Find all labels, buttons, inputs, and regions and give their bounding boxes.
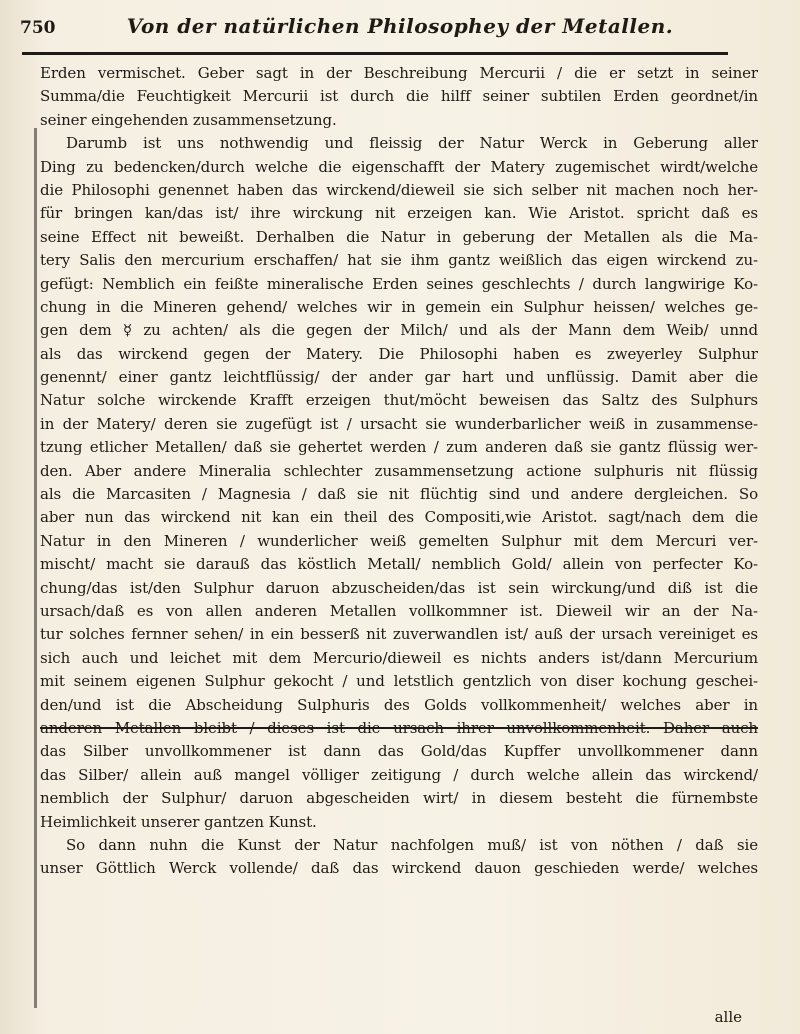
text-line: tur solches fernner sehen/ in ein besserß nit zuverwandlen ist/ auß der ursach vereiniget es	[40, 625, 758, 644]
text-line: mit seinem eigenen Sulphur gekocht / und letstlich gentzlich von diser kochung geschei-	[40, 672, 758, 691]
text-line: Erden vermischet. Geber sagt in der Beschreibung Mercurii / die er setzt in seiner	[40, 64, 758, 82]
text-line: tery Salis den mercurium erschaffen/ hat sie ihm gantz weißlich das eigen wirckend zu-	[40, 251, 758, 270]
text-line: als das wirckend gegen der Matery. Die Philosophi haben es zweyerley Sulphur	[40, 344, 758, 363]
text-line: sich auch und leichet mit dem Mercurio/dieweil es nichts anders ist/dann Mercurium	[40, 648, 758, 667]
text-line: die Philosophi genennet haben das wirckend/dieweil sie sich selber nit machen noch her-	[40, 180, 758, 199]
text-line: das Silber/ allein auß mangel völliger zeitigung / durch welche allein das wirckend/	[40, 765, 758, 784]
text-line: in der Matery/ deren sie zugefügt ist / ursacht sie wunderbarlicher weiß in zusammense-	[40, 414, 758, 433]
text-line: ursach/daß es von allen anderen Metallen vollkommner ist. Dieweil wir an der Na-	[40, 601, 758, 620]
text-line: Ding zu bedencken/durch welche die eigenschafft der Matery zugemischet wirdt/welche	[40, 157, 758, 176]
text-line: den. Aber andere Mineralia schlechter zusammensetzung actione sulphuris nit flüssig	[40, 461, 758, 480]
text-line: chung in die Mineren gehend/ welches wir in gemein ein Sulphur heissen/ welches ge-	[40, 297, 758, 316]
text-line: als die Marcasiten / Magnesia / daß sie nit flüchtig sind und andere dergleichen. So	[40, 485, 758, 504]
running-head	[20, 14, 720, 48]
body-text	[40, 62, 758, 881]
text-line: gen dem ☿ zu achten/ als die gegen der Milch/ und als der Mann dem Weib/ unnd	[40, 321, 758, 340]
page-number: 750	[20, 18, 56, 38]
text-line: So dann nuhn die Kunst der Natur nachfolgen muß/ ist von nöthen / daß sie	[66, 835, 758, 854]
text-line: seiner eingehenden zusammensetzung.	[40, 110, 337, 129]
text-line: genennt/ einer gantz leichtflüssig/ der ander gar hart und unflüssig. Damit aber die	[40, 368, 758, 387]
text-line: Natur solche wirckende Krafft erzeigen thut/möcht beweisen das Saltz des Sulphurs	[40, 391, 758, 410]
text-line: Heimlichkeit unserer gantzen Kunst.	[40, 812, 317, 831]
text-line: unser Göttlich Werck vollende/ daß das wirckend dauon geschieden werde/ welches	[40, 859, 758, 878]
text-line: gefügt: Nemblich ein feißte mineralische Erden seines geschlechts / durch langwirige Ko-	[40, 274, 758, 293]
text-line: das Silber unvollkommener ist dann das Gold/das Kupffer unvollkommener dann	[40, 742, 758, 761]
text-line: seine Effect nit beweißt. Derhalben die Natur in geberung der Metallen als die Ma-	[40, 227, 758, 246]
text-line: Darumb ist uns nothwendig und fleissig der Natur Werck in Geberung aller	[66, 134, 758, 153]
text-line: Natur in den Mineren / wunderlicher weiß gemelten Sulphur mit dem Mercuri ver-	[40, 531, 758, 550]
text-line: anderen Metallen bleibt / dieses ist die ursach ihrer unvollkommenheit. Daher auch	[40, 718, 758, 737]
running-title: Von der natürlichen Philosophey der Metallen.	[126, 14, 674, 38]
text-line: nemblich der Sulphur/ daruon abgescheiden wirt/ in diesem besteht die fürnembste	[40, 789, 758, 808]
text-line: für bringen kan/das ist/ ihre wirckung nit erzeigen kan. Wie Aristot. spricht daß es	[40, 204, 758, 223]
text-line: chung/das ist/den Sulphur daruon abzuscheiden/das ist sein wirckung/und diß ist die	[40, 578, 758, 597]
margin-mark	[34, 128, 37, 1008]
text-line: Summa/die Feuchtigkeit Mercurii ist durch die hilff seiner subtilen Erden geordnet/in	[40, 87, 758, 106]
text-line: mischt/ macht sie darauß das köstlich Metall/ nemblich Gold/ allein von perfecter Ko-	[40, 555, 758, 574]
text-line: den/und ist die Abscheidung Sulphuris des Golds vollkommenheit/ welches aber in	[40, 695, 758, 714]
catchword: alle	[714, 1008, 742, 1026]
text-line: tzung etlicher Metallen/ daß sie gehertet werden / zum anderen daß sie gantz flüssig wer-	[40, 438, 758, 457]
text-line: aber nun das wirckend nit kan ein theil des Compositi,wie Aristot. sagt/nach dem die	[40, 508, 758, 527]
header-rule	[22, 52, 728, 55]
